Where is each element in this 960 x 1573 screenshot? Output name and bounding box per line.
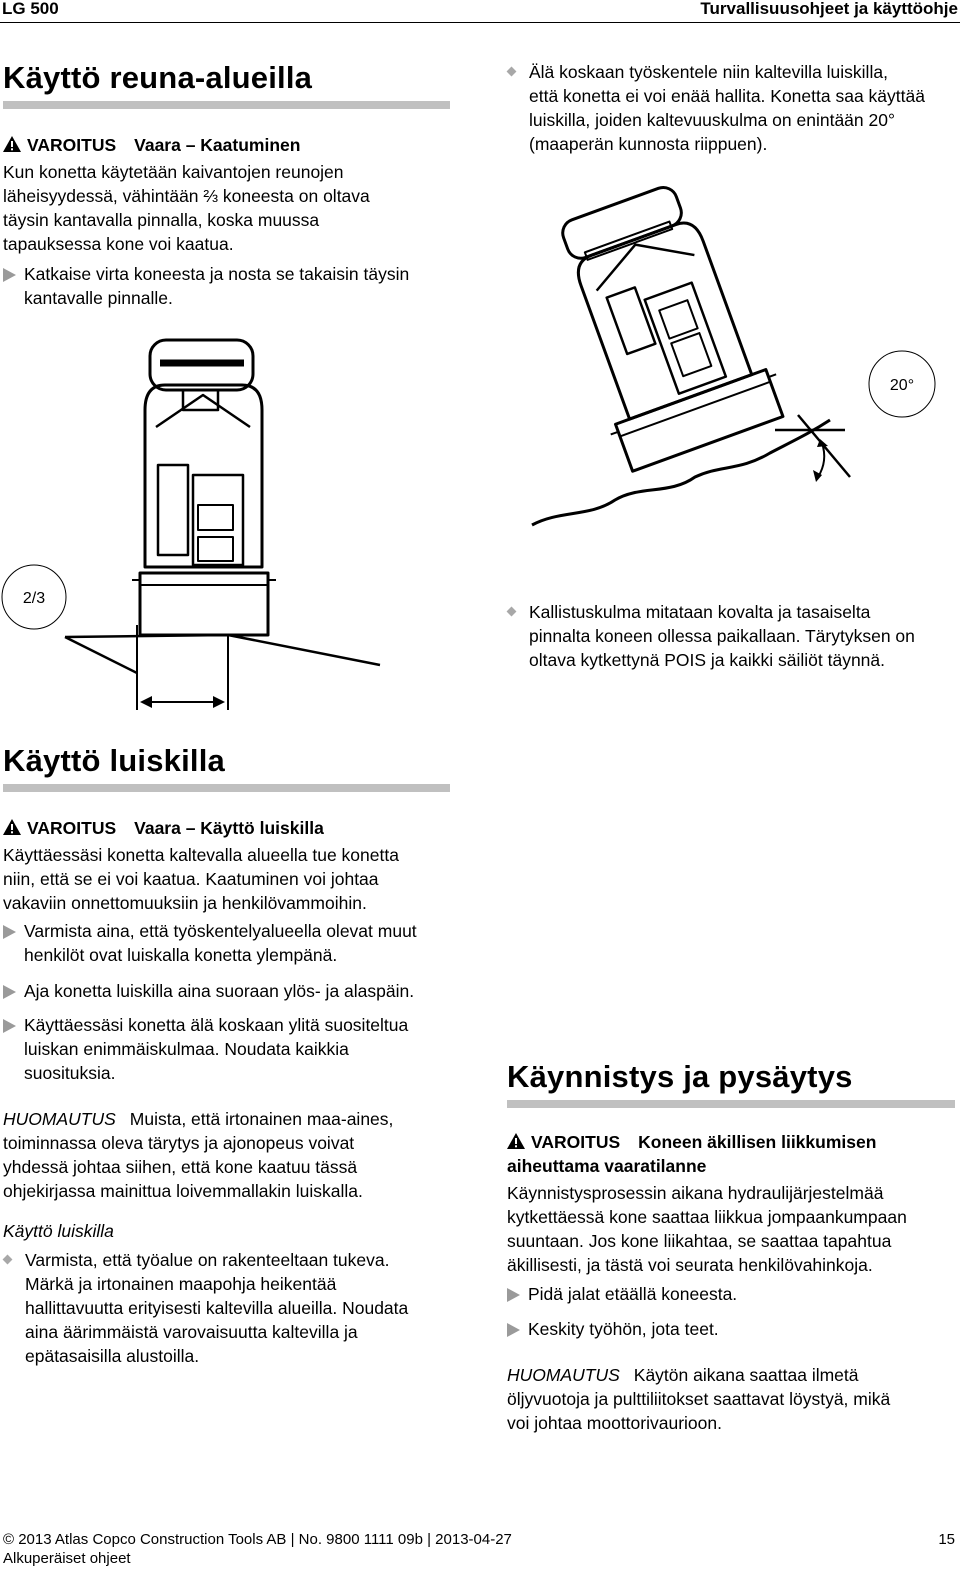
angle-label: 20° (889, 377, 915, 394)
running-header (0, 0, 960, 23)
section-title-edges: Käyttö reuna-alueilla (3, 60, 313, 95)
warning-triangle-icon (3, 136, 21, 152)
footer-copyright: © 2013 Atlas Copco Construction Tools AB | No. 9800 1111 09b | 2013-04-27 (3, 1531, 512, 1548)
action-item (3, 1013, 408, 1085)
ratio-label: 2/3 (22, 590, 46, 607)
text-line (507, 1130, 876, 1154)
text-line: Keskity työhön, jota teet. (528, 1319, 719, 1339)
slope-ground-line (532, 420, 830, 525)
footer (3, 1530, 512, 1568)
text-line: Käynnistysprosessin aikana hydraulijärjestelmää (507, 1183, 884, 1203)
section-title-start-stop: Käynnistys ja pysäytys (507, 1059, 853, 1094)
diamond-bullet-icon (507, 607, 517, 617)
notice-slopes (3, 1107, 393, 1203)
edge-figure (0, 335, 400, 710)
text-line: Käyttäessäsi konetta kaltevalla alueella tue konetta (3, 845, 399, 865)
text-line: suuntaan. Jos kone liikahtaa, se saattaa tapahtua (507, 1231, 892, 1251)
arrow-icon (507, 1288, 520, 1302)
text-line: epätasaisilla alustoilla. (25, 1346, 200, 1366)
text-line: Käyttäessäsi konetta älä koskaan ylitä suositeltua (24, 1015, 409, 1035)
dimension-arrow-icon (213, 696, 225, 708)
notice-label: HUOMAUTUS (507, 1365, 620, 1385)
text-line: vakaviin onnettomuuksiin ja henkilövammoihin. (3, 893, 367, 913)
bullet-item-angle-measure (507, 600, 915, 672)
text-line: kytkettäessä kone saattaa liikkua jompaankumpaan (507, 1207, 907, 1227)
dimension-arrow-icon (140, 696, 152, 708)
warning-heading-slopes (3, 816, 324, 840)
text-line: oltava kytkettynä POIS ja kaikki säiliöt täynnä. (529, 650, 885, 670)
text-line: Älä koskaan työskentele niin kaltevilla luiskilla, (529, 62, 888, 82)
text-line (507, 1363, 890, 1387)
text-line: voi johtaa moottorivaurioon. (507, 1413, 722, 1433)
text-line: suosituksia. (24, 1063, 116, 1083)
text-line: toiminnassa oleva tärytys ja ajonopeus voivat (3, 1133, 355, 1153)
text-line: läheisyydessä, vähintään ⅔ koneesta on oltava (3, 186, 370, 206)
text-line: Aja konetta luiskilla aina suoraan ylös- ja alaspäin. (24, 981, 415, 1001)
action-item (507, 1282, 737, 1306)
text-line: että konetta ei voi enää hallita. Konetta saa käyttää (529, 86, 925, 106)
text-line: (maaperän kunnosta riippuen). (529, 134, 768, 154)
warning-label: VAROITUS (531, 1132, 621, 1152)
text-line: täysin kantavalla pinnalla, koska muussa (3, 210, 320, 230)
tilted-machine-drawing (537, 172, 790, 474)
arrow-icon (3, 1019, 16, 1033)
notice-label: HUOMAUTUS (3, 1109, 116, 1129)
action-item (507, 1317, 719, 1341)
arrow-icon (3, 985, 16, 999)
text-line: Kun konetta käytetään kaivantojen reunojen (3, 162, 344, 182)
text-line: Varmista aina, että työskentelyalueella olevat muut (24, 921, 417, 941)
text-line: Varmista, että työalue on rakenteeltaan tukeva. (25, 1250, 390, 1270)
text-line: luiskilla, joiden kaltevuuskulma on enintään 20° (529, 110, 895, 130)
warning-heading-tipping (3, 133, 300, 157)
page-number: 15 (938, 1531, 955, 1548)
text-line: Pidä jalat etäällä koneesta. (528, 1284, 738, 1304)
warning-heading-movement (507, 1130, 876, 1178)
subheading-slopes: Käyttö luiskilla (3, 1221, 114, 1241)
bullet-item-slope (507, 60, 925, 156)
warning-triangle-icon (3, 819, 21, 835)
header-title: Turvallisuusohjeet ja käyttöohje (700, 0, 958, 18)
notice-start-stop (507, 1363, 890, 1435)
text-line (3, 1107, 393, 1131)
section-rule (507, 1100, 955, 1108)
text-line: pinnalta koneen ollessa paikallaan. Tärytyksen on (529, 626, 915, 646)
text-line: äkillisesti, ja tästä voi seurata henkilövahinkoja. (507, 1255, 873, 1275)
notice-first-line: Käytön aikana saattaa ilmetä (633, 1365, 859, 1385)
text-line: hallittavuutta erityisesti kaltevilla alueilla. Noudata (25, 1298, 409, 1318)
warning-text-movement (507, 1181, 907, 1277)
text-line: henkilöt ovat luiskalla konetta ylempänä. (24, 945, 338, 965)
arrow-icon (3, 925, 16, 939)
text-line: niin, että se ei voi kaatua. Kaatuminen voi johtaa (3, 869, 379, 889)
diamond-bullet-icon (507, 67, 517, 77)
header-model: LG 500 (2, 0, 59, 18)
arrow-icon (507, 1323, 520, 1337)
text-line: öljyvuotoja ja pulttiliitokset saattavat löystyä, mikä (507, 1389, 891, 1409)
warning-text-slopes (3, 843, 399, 915)
diamond-bullet-icon (3, 1255, 13, 1265)
warning-text-tipping (3, 160, 370, 256)
text-line: Märkä ja irtonainen maapohja heikentää (25, 1274, 337, 1294)
text-line: kantavalle pinnalle. (24, 288, 173, 308)
text-line: luiskan enimmäiskulmaa. Noudata kaikkia (24, 1039, 349, 1059)
bullet-item-work-area (3, 1248, 408, 1368)
section-rule (3, 101, 450, 109)
action-item (3, 262, 409, 310)
text-line: yhdessä johtaa siihen, että kone kaatuu tässä (3, 1157, 358, 1177)
warning-title: Koneen äkillisen liikkumisen (638, 1132, 877, 1152)
warning-label: VAROITUS (27, 818, 117, 838)
section-title-slopes: Käyttö luiskilla (3, 743, 225, 778)
footer-original: Alkuperäiset ohjeet (3, 1550, 131, 1567)
warning-triangle-icon (507, 1133, 525, 1149)
text-line: Katkaise virta koneesta ja nosta se takaisin täysin (24, 264, 410, 284)
section-rule (3, 784, 450, 792)
slope-figure (520, 165, 950, 535)
text-line: tapauksessa kone voi kaatua. (3, 234, 234, 254)
warning-title: Vaara – Käyttö luiskilla (134, 818, 324, 838)
text-line: aina äärimmäistä varovaisuutta kaltevilla ja (25, 1322, 358, 1342)
warning-title-cont: aiheuttama vaaratilanne (507, 1156, 707, 1176)
action-item (3, 919, 417, 967)
warning-label: VAROITUS (27, 135, 117, 155)
arrow-icon (3, 268, 16, 282)
text-line: ohjekirjassa mainittua loivemmallakin luiskalla. (3, 1181, 363, 1201)
warning-title: Vaara – Kaatuminen (134, 135, 301, 155)
action-item (3, 979, 414, 1003)
text-line: Kallistuskulma mitataan kovalta ja tasaiselta (529, 602, 871, 622)
notice-first-line: Muista, että irtonainen maa-aines, (129, 1109, 394, 1129)
